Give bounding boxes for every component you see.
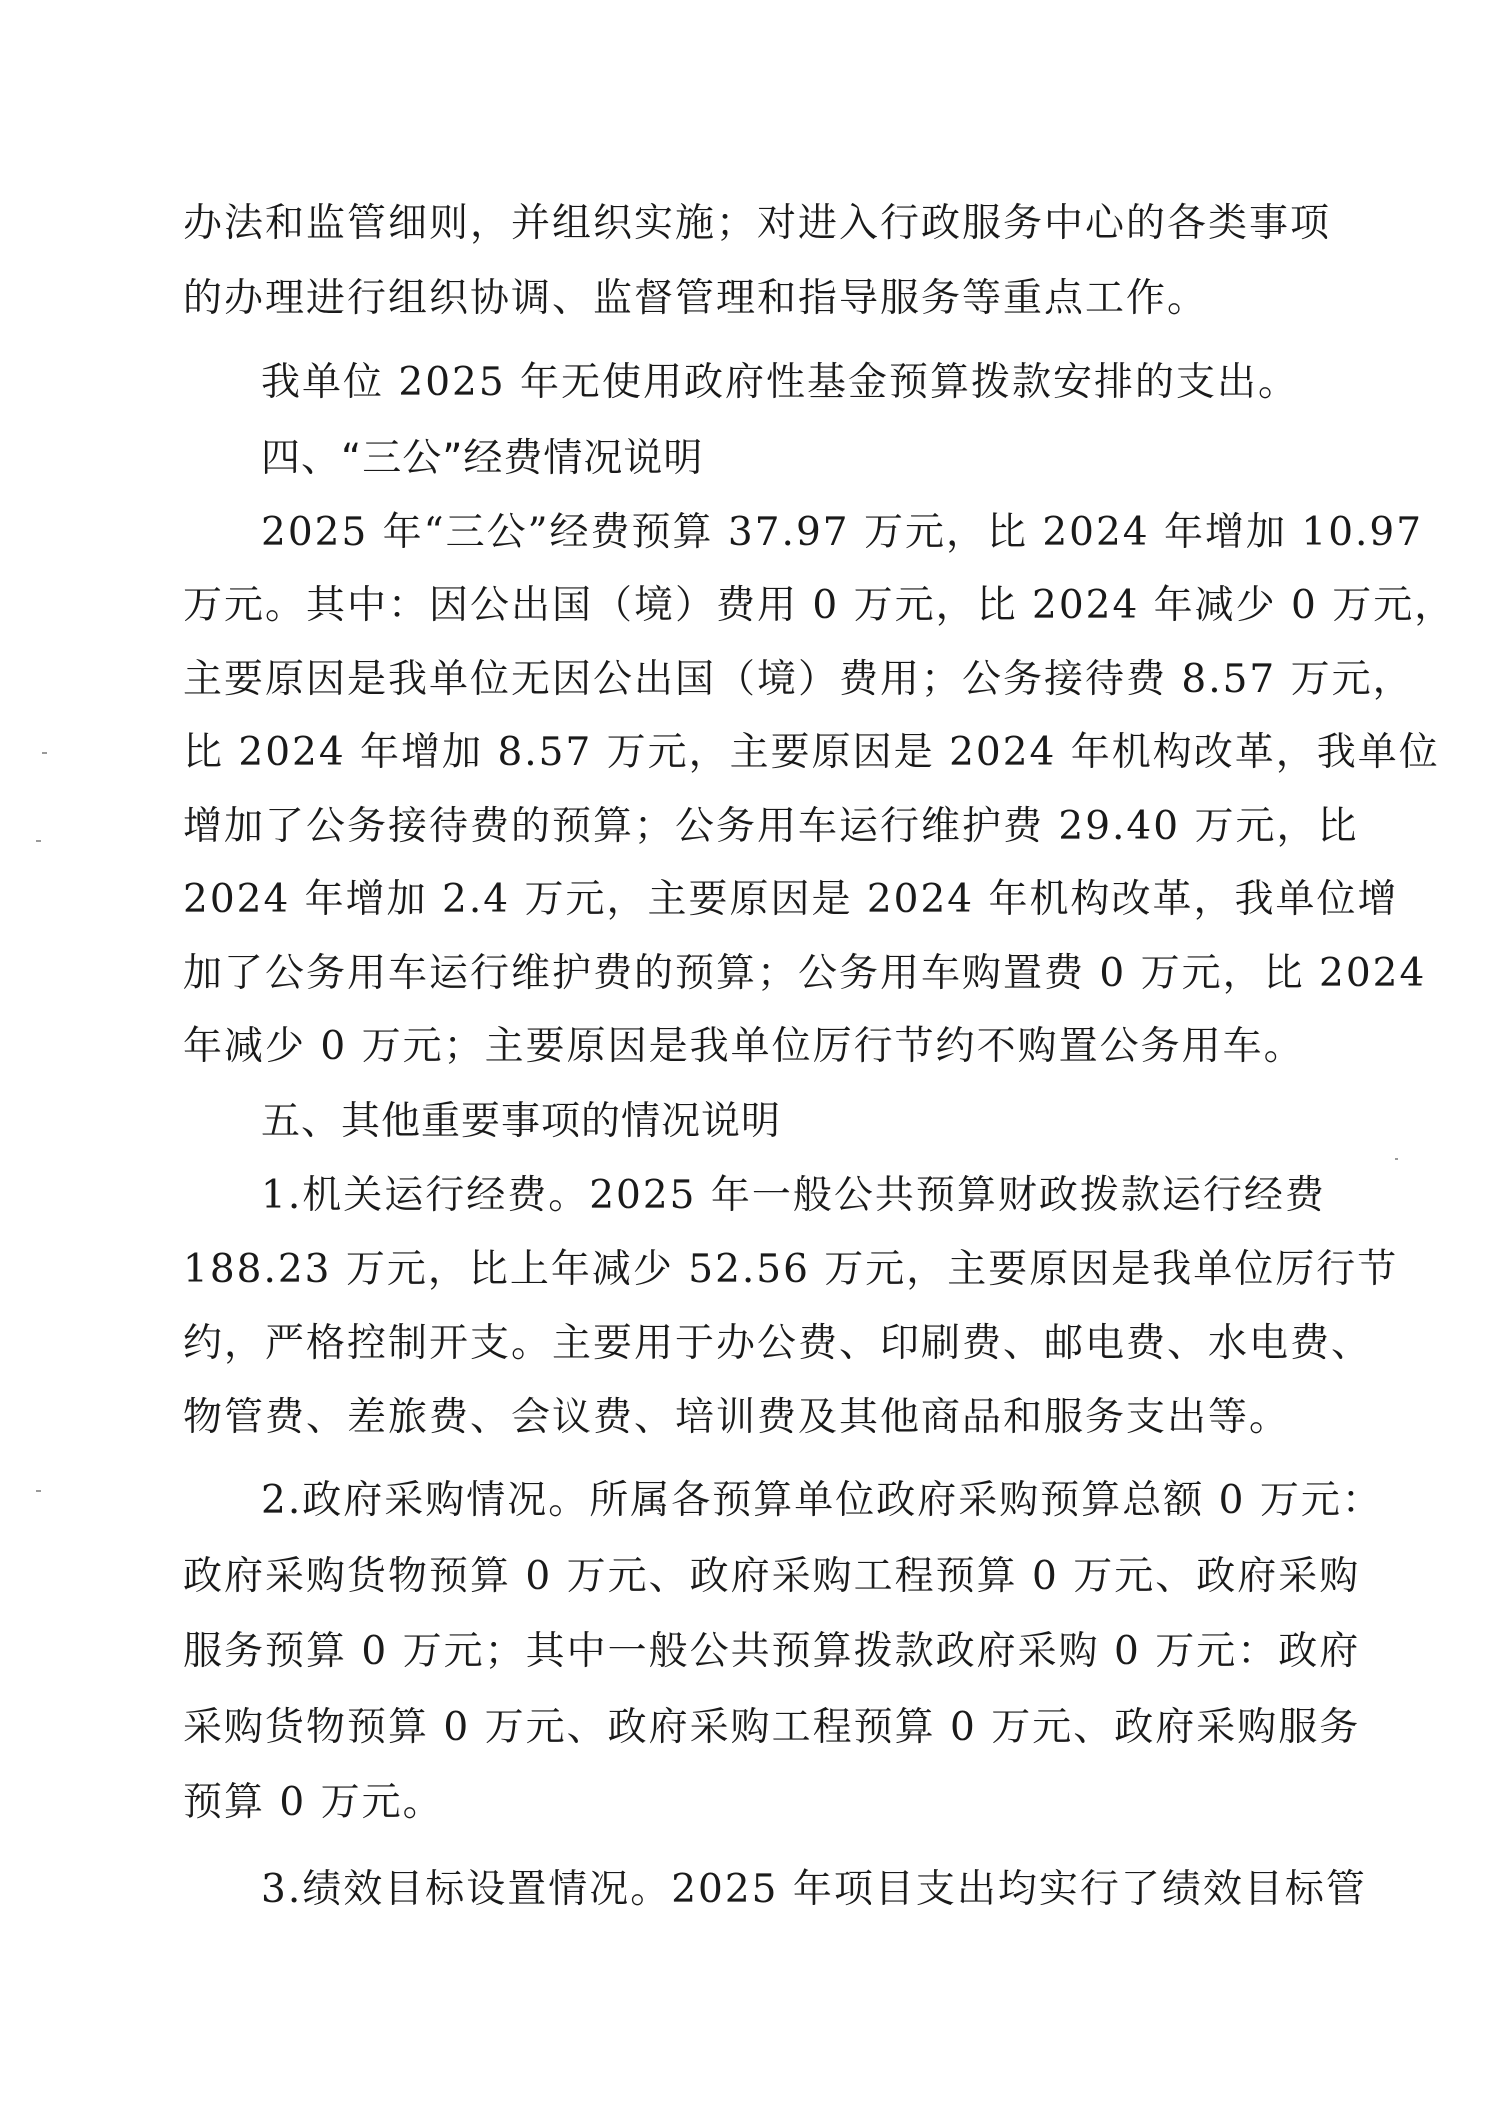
section-heading-five: 五、其他重要事项的情况说明: [261, 1099, 782, 1144]
section-heading-four: 四、“三公”经费情况说明: [261, 436, 704, 481]
body-text-line: 主要原因是我单位无因公出国（境）费用；公务接待费 8.57 万元，: [183, 657, 1414, 702]
body-text-line: 比 2024 年增加 8.57 万元，主要原因是 2024 年机构改革，我单位: [183, 730, 1440, 775]
body-text-line: 加了公务用车运行维护费的预算；公务用车购置费 0 万元，比 2024: [183, 951, 1427, 996]
body-text-line: 办法和监管细则，并组织实施；对进入行政服务中心的各类事项: [183, 201, 1332, 246]
body-text-line: 的办理进行组织协调、监督管理和指导服务等重点工作。: [183, 276, 1209, 321]
paragraph-first-line: 2025 年“三公”经费预算 37.97 万元，比 2024 年增加 10.97: [261, 510, 1424, 555]
body-text-line: 采购货物预算 0 万元、政府采购工程预算 0 万元、政府采购服务: [183, 1705, 1361, 1750]
body-text-line: 约，严格控制开支。主要用于办公费、印刷费、邮电费、水电费、: [183, 1321, 1373, 1366]
scan-speck: [1395, 1158, 1398, 1160]
body-text-line: 年减少 0 万元；主要原因是我单位厉行节约不购置公务用车。: [183, 1024, 1305, 1069]
body-text-line: 服务预算 0 万元；其中一般公共预算拨款政府采购 0 万元：政府: [183, 1629, 1361, 1674]
scan-speck: [36, 1490, 41, 1492]
body-text-line: 188.23 万元，比上年减少 52.56 万元，主要原因是我单位厉行节: [183, 1247, 1399, 1292]
scan-speck: [36, 840, 41, 842]
scan-speck: [42, 752, 47, 754]
paragraph-first-line: 3.绩效目标设置情况。2025 年项目支出均实行了绩效目标管: [261, 1867, 1367, 1912]
paragraph-first-line: 2.政府采购情况。所属各预算单位政府采购预算总额 0 万元：: [261, 1478, 1383, 1523]
paragraph-first-line: 1.机关运行经费。2025 年一般公共预算财政拨款运行经费: [261, 1173, 1326, 1218]
body-text-line: 2024 年增加 2.4 万元，主要原因是 2024 年机构改革，我单位增: [183, 877, 1399, 922]
body-text-line: 物管费、差旅费、会议费、培训费及其他商品和服务支出等。: [183, 1395, 1291, 1440]
body-text-line: 预算 0 万元。: [183, 1780, 444, 1825]
body-text-line: 政府采购货物预算 0 万元、政府采购工程预算 0 万元、政府采购: [183, 1554, 1361, 1599]
body-text-line: 增加了公务接待费的预算；公务用车运行维护费 29.40 万元，比: [183, 804, 1359, 849]
body-text-line: 万元。其中：因公出国（境）费用 0 万元，比 2024 年减少 0 万元，: [183, 583, 1456, 628]
paragraph-first-line: 我单位 2025 年无使用政府性基金预算拨款安排的支出。: [261, 360, 1300, 405]
